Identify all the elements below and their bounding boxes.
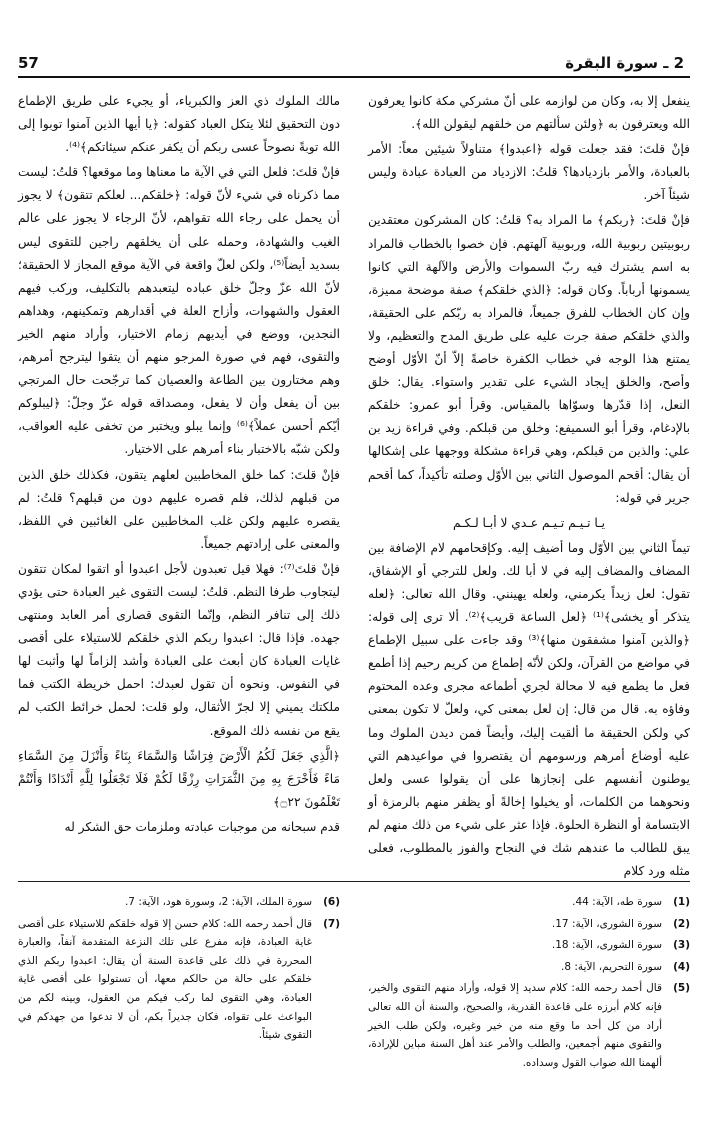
footnote-divider	[18, 881, 690, 882]
paragraph: فإنْ قلتَ: فقد جعلت قوله ﴿اعبدوا﴾ متناولاً شيئين معاً: الأمر بالعبادة، والأمر بازديادها؟ قلتُ: الازدياد من العبادة عبادة وليس شيئاً آخر.	[368, 142, 690, 203]
text-column-left	[18, 90, 340, 839]
paragraph: تيماً الثاني بين الأوّل وما أضيف إليه. وكإقحامهم لام الإضافة بين المضاف والمضاف إليه في لا أبا لك. ولعل للترجي أو الإشفاق، تقول: لعل زيداً يكرمني، ولعله يهينني. وقال الله تعالى: ﴿لعله يتذكر أو يخشى﴾⁽¹⁾ ﴿لعل الساعة قريب﴾⁽²⁾. ألا ترى إلى قوله: ﴿والذين آمنوا مشفقون منها﴾⁽³⁾ وقد جاءت على سبيل الإطماع في مواضع من القرآن، ولكن لأنّه إطماع من كريم رحيم إذا أطمع فعل ما يطمع فيه لا محالة لجري أطماعه مجرى وعده المحتوم وفاؤه به. قال من قال: إن لعل بمعنى كي، ولعلّ لا تكون بمعنى كي ولكن الحقيقة ما ألقيت إليك، وأيضاً فمن ديدن الملوك وما عليه أوضاع أمرهم ورسومهم أن يقتصروا في مواعيدهم التي يوطنون أنفسهم على إنجازها على أن يقولوا عسى ولعل ونحوهما من الكلمات، أو يخيلوا إخالةً أو يظفر منهم بالرمزة أو الابتسامة أو النظرة الحلوة. فإذا عثر على شيء من ذلك منهم لم يبق للطالب ما عندهم شك في النجاح والفوز بالمطلوب، فعلى مثله ورد كلام	[368, 540, 690, 879]
footnote	[368, 915, 690, 934]
quran-verse: ﴿الَّذِي جَعَلَ لَكُمُ الْأَرْضَ فِرَاشًا وَالسَّمَاءَ بِنَاءً وَأَنْزَلَ مِنَ السَّمَاءِ مَاءً فَأَخْرَجَ بِهِ مِنَ الثَّمَرَاتِ رِزْقًا لَكُمْ فَلَا تَجْعَلُوا لِلَّهِ أَنْدَادًا وَأَنْتُمْ تَعْلَمُونَ ۝٢٢﴾	[18, 748, 340, 809]
footnote-text: قال أحمد رحمه الله: كلام حسن إلا قوله خلقكم للاستيلاء على أقصى غاية العبادة، فإنه مفرع على تلك النزعة المتقدمة آنفاً، والعبارة المحررة في ذلك على قاعدة السنة أن يقال: اعبدوا ربكم الذي خلقكم على حالة من حالكم معها، أن تستولوا على أقصى غاية العبادة، وهي التقوى لما ركب فيكم من العقول، وبينه لكم من البواعث على تقواه، فكان جديراً بكم، أن لا تدعوا من جهدكم في التقوى شيئاً.	[18, 917, 312, 1042]
paragraph: فإنْ قلتَ: ﴿ربكم﴾ ما المراد به؟ قلتُ: كان المشركون معتقدين ربوبيتين ربوبية الله، وربوبية آلهتهم. فإن خصوا بالخطاب فالمراد به اسم يشترك فيه ربّ السموات والأرض والآلهة التي كانوا يسمونها أرباباً. وكان قوله: ﴿الذي خلقكم﴾ صفة موضحة مميزة، وإن كان الخطاب للفرق جميعاً، فالمراد به ربّكم على الحقيقة، والذي خلقكم صفة جرت عليه على طريق المدح والتعظيم، ولا يمتنع هذا الوجه في خطاب الكفرة خاصةً إلاّ أنّ الأوّل أوضح وأصح، والخلق إيجاد الشيء على تقدير واستواء. يقال: خلق النعل، إذا قدّرها وسوّاها بالمقياس. وقرأ أبو عمرو: خلقكم بالإدغام، وقرأ أبو السميفع: وخلق من قبلكم. وفي قراءة زيد بن علي: والذين من قبلكم، وهي قراءة مشكلة ووجهها على إشكالها أن يقال: أقحم الموصول الثاني بين الأوّل وصلته تأكيداً، كما أقحم جرير في قوله:	[368, 213, 690, 505]
footnote-number: (6)	[323, 896, 340, 908]
footnote-number: (7)	[323, 917, 340, 930]
paragraph: مالك الملوك ذي العز والكبرياء، أو يجيء على طريق الإطماع دون التحقيق لئلا يتكل العباد كقوله: ﴿يا أيها الذين آمنوا توبوا إلى الله توبةً نصوحاً عسى ربكم أن يكفر عنكم سيئاتكم﴾⁽⁴⁾.	[18, 94, 340, 155]
footnotes-right	[368, 893, 690, 1075]
footnote-number: (5)	[673, 982, 690, 995]
footnotes-left	[18, 893, 340, 1048]
footnote-number: (4)	[673, 960, 690, 973]
footnote-text: سورة الشورى، الآية: 18.	[551, 939, 662, 952]
paragraph: فإنْ قلتَ⁽⁷⁾: فهلا قيل تعبدون لأجل اعبدوا أو اتقوا لمكان تتقون ليتجاوب طرفا النظم. قلتُ: ليست التقوى غير العبادة حتى يؤدي ذلك إلى تنافر النظم، وإنّما التقوى قصارى أمر العابد ومنتهى جهده. فإذا قال: اعبدوا ربكم الذي خلقكم للاستيلاء على أقصى غايات العبادة كان أبعث على العبادة وأشد إلزاماً لها وأثبت لها في النفوس. ونحوه أن تقول لعبدك: احمل خريطة الكتب فما ملكتك يميني إلا لجرّ الأثقال، ولو قلت: لحمل خرائط الكتب لم يقع من نفسه ذلك الموقع.	[18, 561, 341, 738]
footnote-text: سورة طه، الآية: 44.	[572, 896, 662, 908]
paragraph: فإنْ قلتَ: كما خلق المخاطبين لعلهم يتقون، فكذلك خلق الذين من قبلهم لذلك، فلم قصره عليهم دون من قبلهم؟ قلتُ: لم يقصره عليهم ولكن غلب المخاطبين على الغائبين في اللفظ، والمعنى على إرادتهم جميعاً.	[18, 467, 340, 551]
footnote-text: سورة الشورى، الآية: 17.	[551, 917, 662, 930]
header-rule-accent	[18, 76, 128, 78]
footnote	[368, 893, 690, 912]
footnote-text: قال أحمد رحمه الله: كلام سديد إلا قوله، وأراد منهم التقوى والخير، فإنه كلام أبرزه على قاعدة القدرية، والصحيح، والسنة أن الله تعالى أراد من كل أحد ما وقع منه من خير وغيره، ولكن طلب الخير والتقوى منهم أجمعين، والطلب والأمر عند أهل السنة مباين للإرادة، ألهمنا الله صواب القول وسداده.	[368, 982, 662, 1069]
text-column-right	[368, 90, 690, 883]
footnote	[368, 979, 690, 1072]
footnote-number: (1)	[673, 896, 690, 908]
paragraph: ينفعل إلا به، وكان من لوازمه على أنّ مشركي مكة كانوا يعرفون الله ويعترفون به ﴿ولئن سألتهم من خلقهم ليقولن الله﴾.	[368, 94, 690, 132]
page-header	[18, 52, 690, 78]
paragraph: فإنْ قلتَ: فلعل التي في الآية ما معناها وما موقعها؟ قلتُ: ليست مما ذكرناه في شيء لأنّ قوله: ﴿خلقكم... لعلكم تتقون﴾ لا يجوز أن يحمل على رجاء الله تقواهم، لأنّ الرجاء لا يجوز على عالم الغيب والشهادة، وحمله على أن يخلقهم راجين للتقوى ليس بسديد أيضاً⁽⁵⁾، ولكن لعلّ واقعة في الآية موقع المجاز لا الحقيقة؛ لأنّ الله عزّ وجلّ خلق عباده ليتعبدهم بالتكليف، وركب فيهم العقول والشهوات، وأزاح العلة في أقدارهم وتمكينهم، وهداهم النجدين، ووضع في أيديهم زمام الاختيار، وأراد منهم الخير والتقوى، فهم في صورة المرجو منهم أن يتقوا ليترجح أمرهم، وهم مختارون بين الطاعة والعصيان كما ترجّحت حال المرتجي بين أن يفعل وأن لا يفعل، ومصداقه قوله عزّ وجلّ: ﴿ليبلوكم أيّكم أحسن عملاً﴾⁽⁶⁾ وإنما يبلو ويختبر من تخفى عليه العواقب، ولكن شبّه بالاختبار بناء أمرهم على الاختيار.	[18, 165, 340, 457]
footnote	[368, 936, 690, 955]
footnote-text: سورة الملك، الآية: 2، وسورة هود، الآية: 7.	[124, 896, 312, 908]
footnote	[18, 893, 340, 912]
footnote-number: (3)	[673, 939, 690, 952]
footnote-text: سورة التحريم، الآية: 8.	[561, 960, 662, 973]
paragraph: قدم سبحانه من موجبات عبادته وملزمات حق الشكر له	[64, 819, 340, 834]
poetry-verse: يـا تـيـم تـيـم عـدي لا أبـا لـكـم	[452, 515, 606, 530]
footnote	[18, 915, 340, 1045]
surah-title: 2 ـ سورة البقرة	[565, 54, 684, 72]
footnote-number: (2)	[673, 917, 690, 930]
footnote	[368, 958, 690, 977]
page-number: 57	[18, 54, 39, 72]
